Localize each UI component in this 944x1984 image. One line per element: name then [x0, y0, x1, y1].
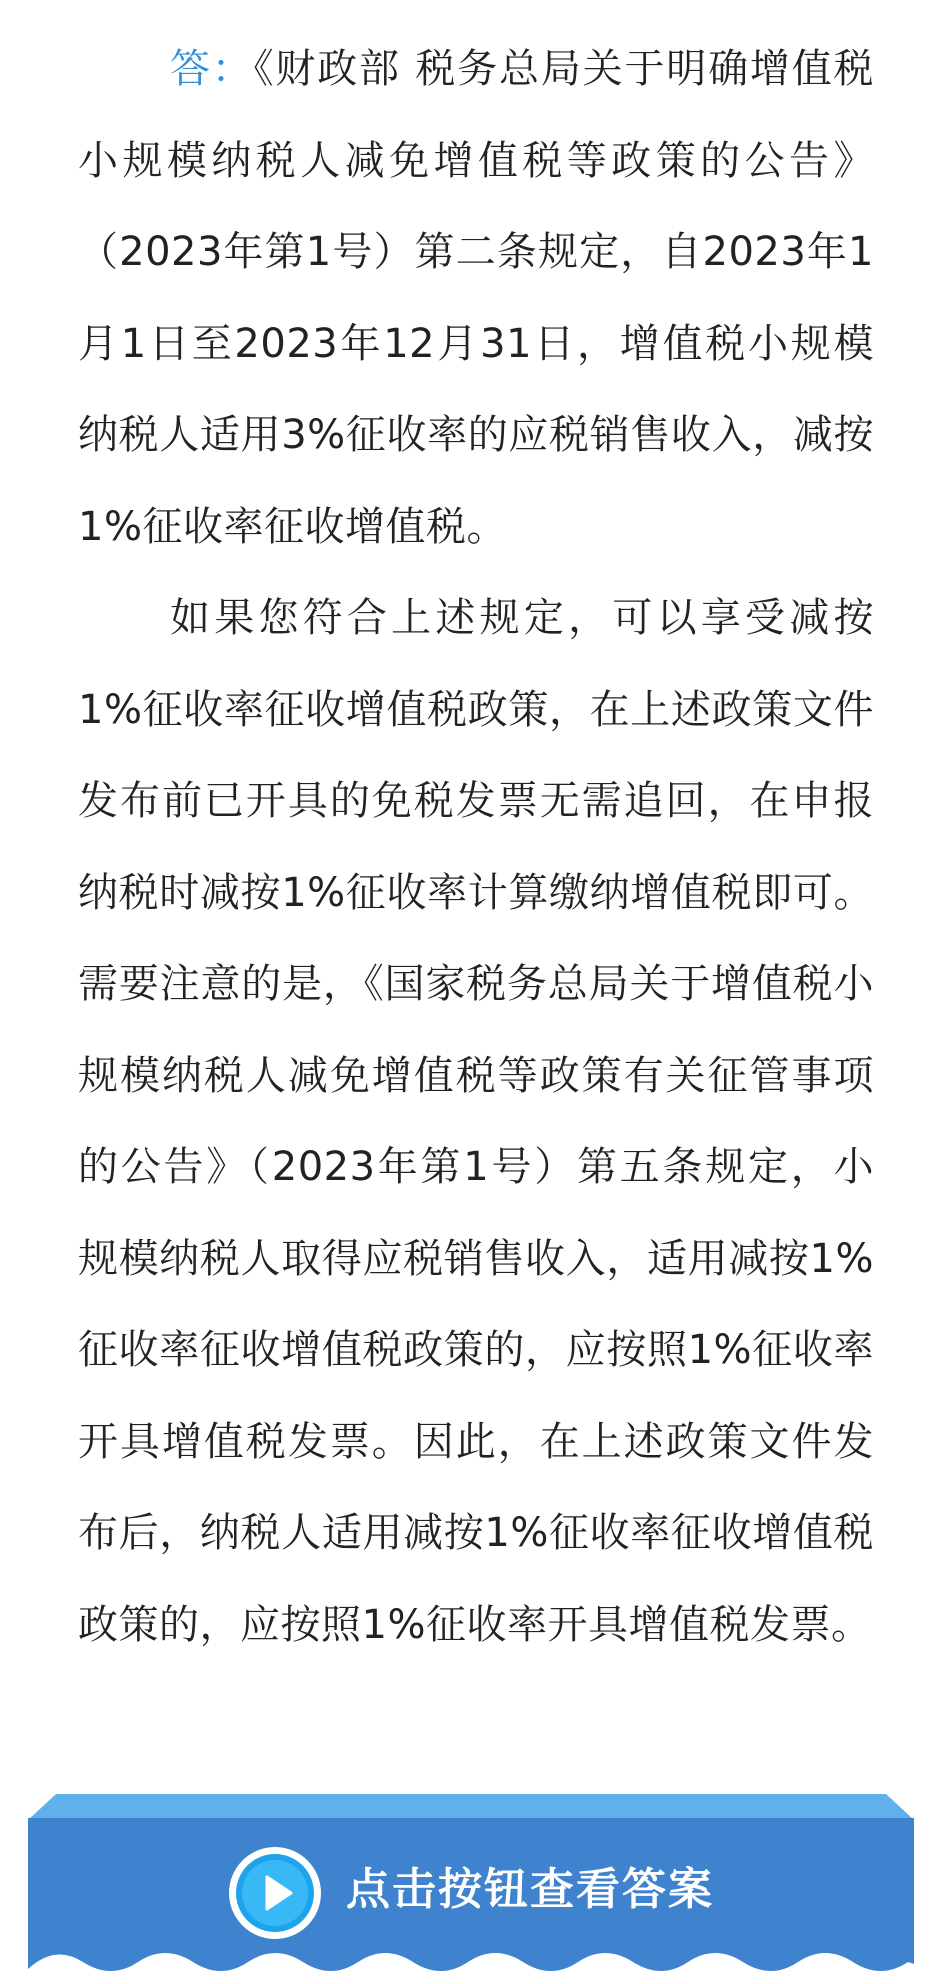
answer-article	[78, 24, 874, 1671]
play-icon[interactable]	[227, 1845, 323, 1941]
view-answer-button[interactable]: 点击按钮查看答案	[346, 1864, 714, 1915]
answer-label: 答：	[170, 46, 254, 92]
answer-paragraph-1-text: 《财政部 税务总局关于明确增值税小规模纳税人减免增值税等政策的公告》（2023年第1号）第二条规定，自2023年1月1日至2023年12月31日，增值税小规模纳税人适用3%征收率的应税销售收入，减按1%征收率征收增值税。	[78, 46, 874, 550]
view-answer-banner[interactable]	[28, 1794, 914, 1984]
answer-paragraph-2: 如果您符合上述规定，可以享受减按1%征收率征收增值税政策，在上述政策文件发布前已开具的免税发票无需追回，在申报纳税时减按1%征收率计算缴纳增值税即可。需要注意的是，《国家税务总局关于增值税小规模纳税人减免增值税等政策有关征管事项的公告》（2023年第1号）第五条规定，小规模纳税人取得应税销售收入，适用减按1%征收率征收增值税政策的，应按照1%征收率开具增值税发票。因此，在上述政策文件发布后，纳税人适用减按1%征收率征收增值税政策的，应按照1%征收率开具增值税发票。	[78, 595, 874, 1648]
answer-paragraph-1	[78, 24, 874, 573]
